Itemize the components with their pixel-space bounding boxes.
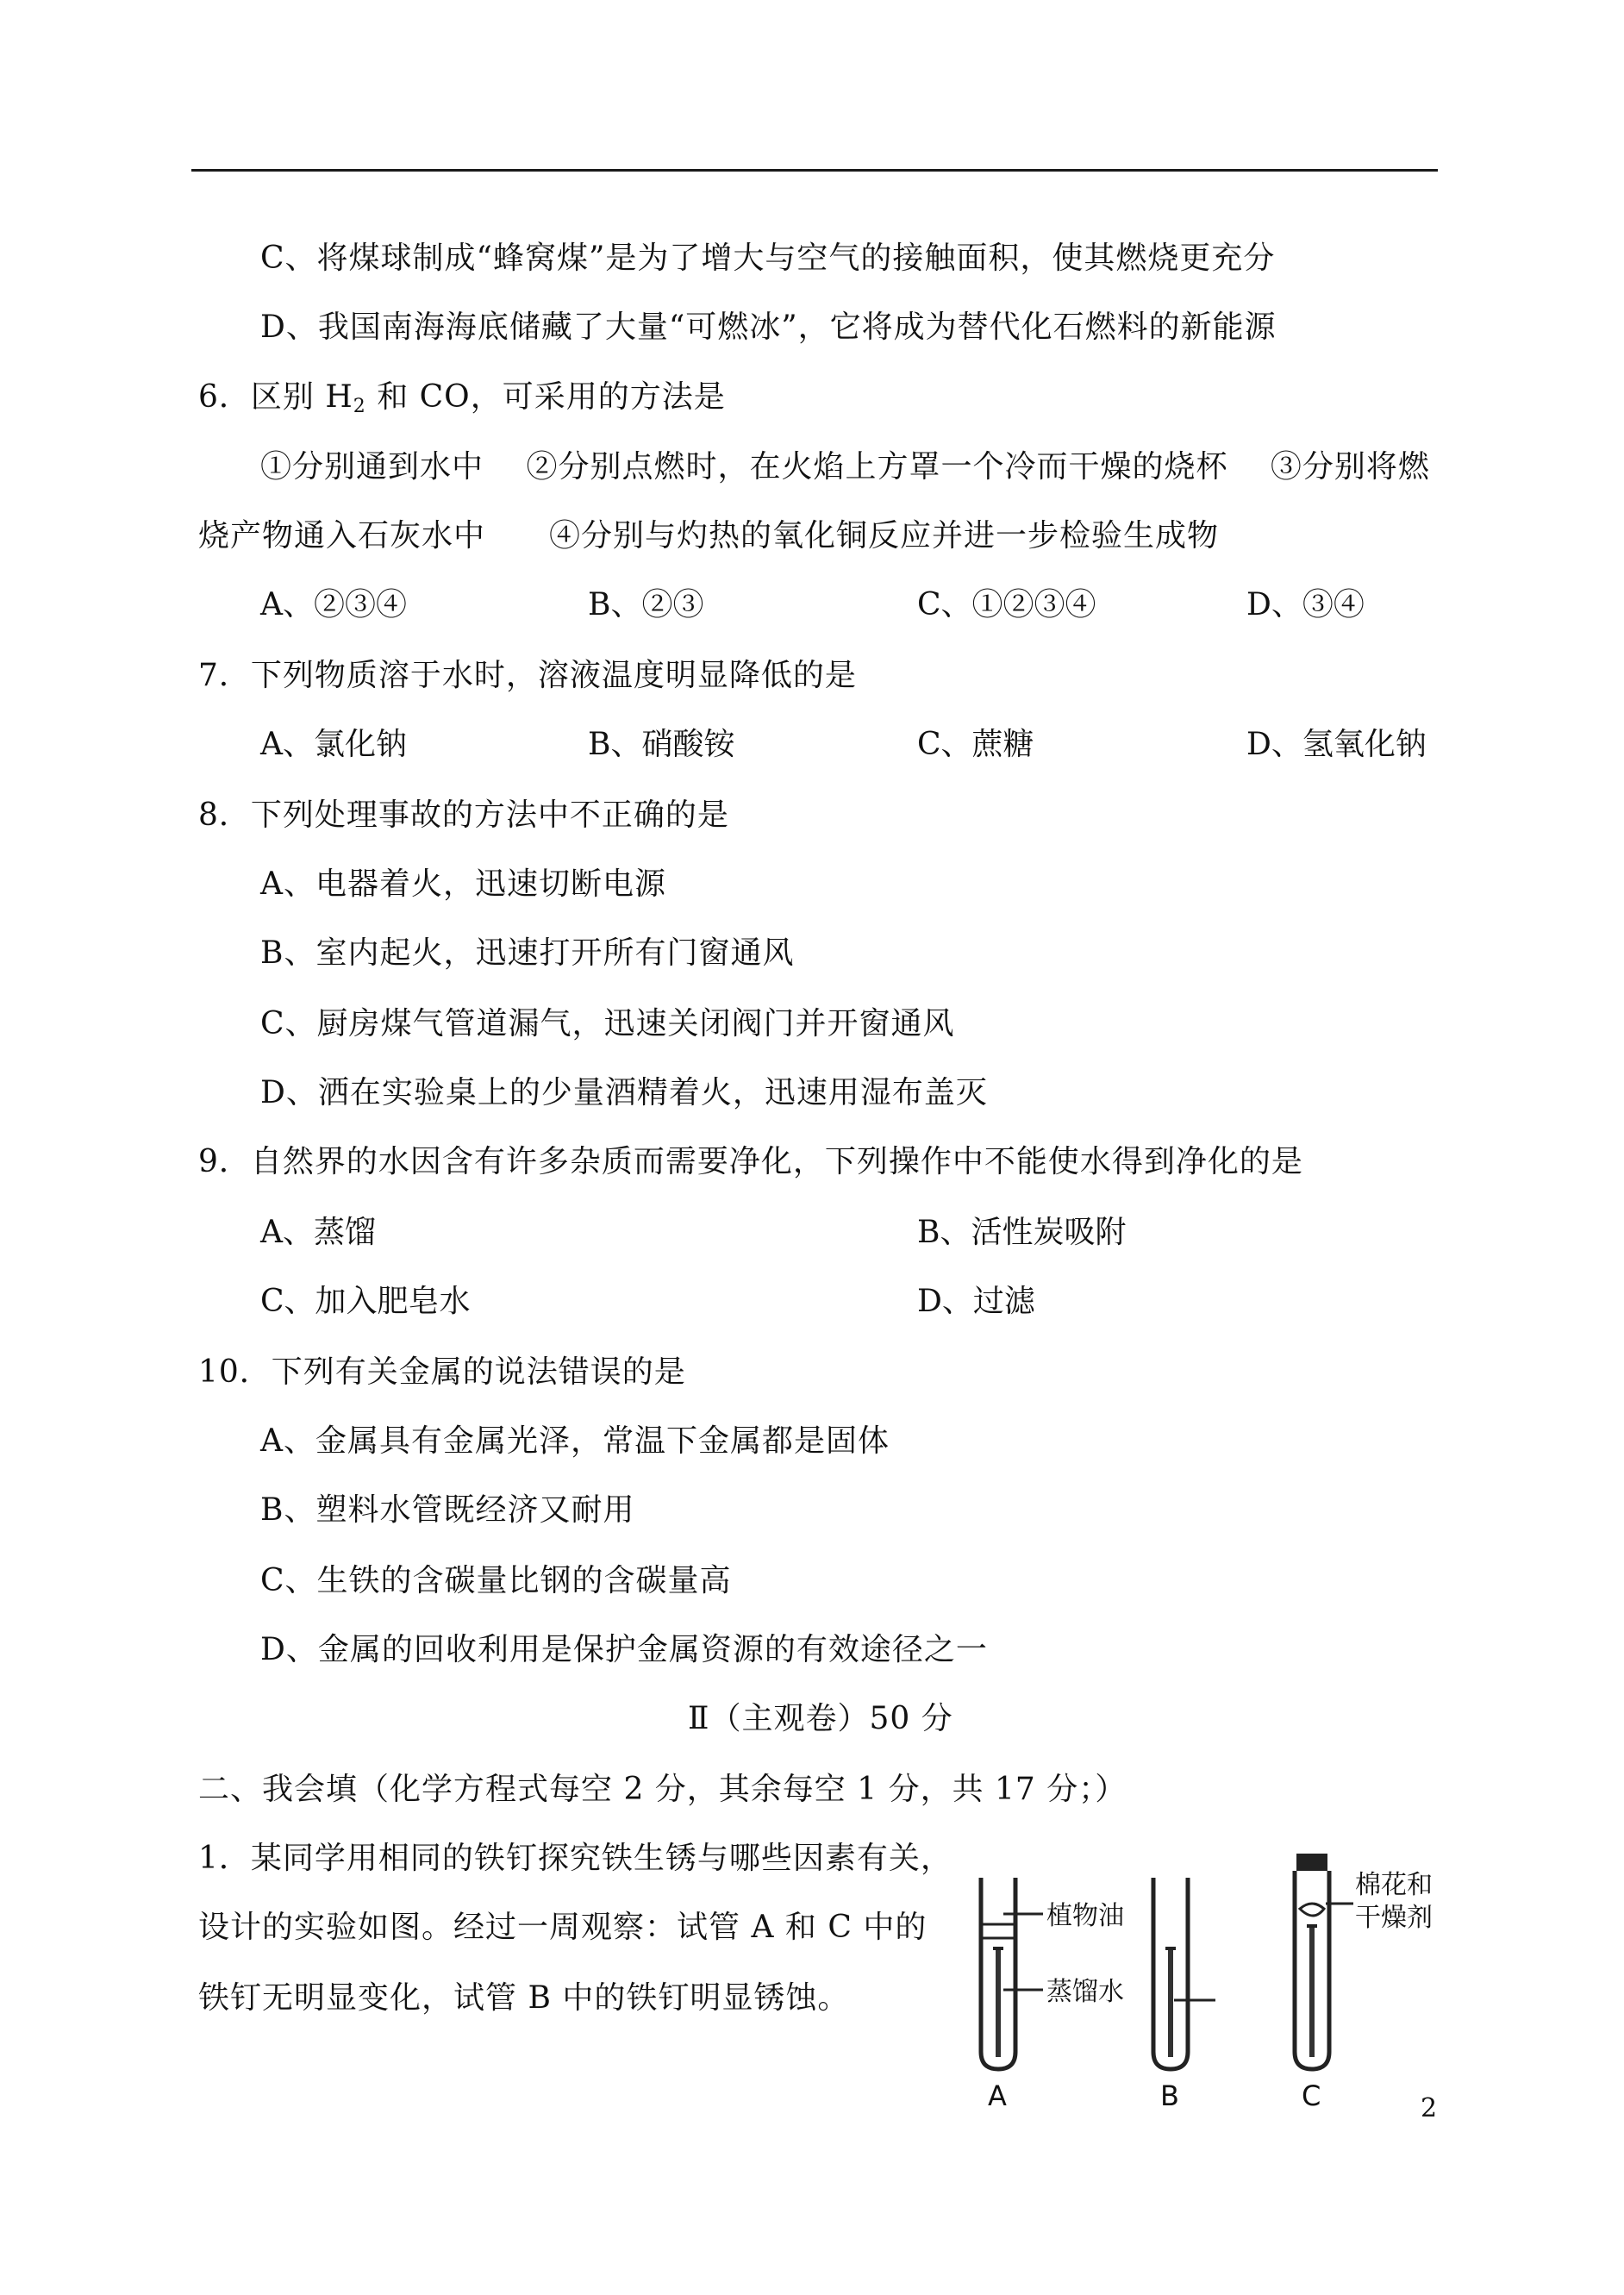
- q6-option-d: D、③④: [1246, 587, 1365, 622]
- test-tube-figure: [957, 1854, 1440, 2129]
- q6-stem-post: 和 CO，可采用的方法是: [365, 379, 726, 415]
- q9-option-d: D、过滤: [917, 1284, 1035, 1319]
- q6-option-a: A、②③④: [260, 587, 407, 622]
- tube-a: [981, 1878, 1043, 2069]
- q10-option-d: D、金属的回收利用是保护金属资源的有效途径之一: [260, 1632, 988, 1667]
- q6-option-b: B、②③: [588, 587, 704, 622]
- q6-stem-subscript: 2: [353, 396, 366, 417]
- tube-a-label: A: [988, 2079, 1007, 2112]
- label-cotton-line1: 棉花和: [1355, 1870, 1433, 1900]
- fill1-line3: 铁钉无明显变化，试管 B 中的铁钉明显锈蚀。: [198, 1980, 850, 2016]
- q7-option-c: C、蔗糖: [917, 727, 1034, 762]
- q7-stem: 7．下列物质溶于水时，溶液温度明显降低的是: [198, 658, 857, 693]
- q10-option-a: A、金属具有金属光泽，常温下金属都是固体: [260, 1423, 890, 1459]
- q10-option-c: C、生铁的含碳量比钢的含碳量高: [260, 1563, 732, 1598]
- q9-option-a: A、蒸馏: [260, 1215, 376, 1250]
- label-water: 蒸馏水: [1046, 1977, 1124, 2007]
- q10-option-b: B、塑料水管既经济又耐用: [260, 1492, 635, 1528]
- q8-option-c: C、厨房煤气管道漏气，迅速关闭阀门并开窗通风: [260, 1006, 955, 1041]
- label-cotton-line2: 干燥剂: [1355, 1903, 1433, 1933]
- q10-stem: 10．下列有关金属的说法错误的是: [198, 1354, 686, 1390]
- q6-option-c: C、①②③④: [917, 587, 1096, 622]
- q8-option-d: D、洒在实验桌上的少量酒精着火，迅速用湿布盖灭: [260, 1075, 988, 1110]
- q9-stem: 9．自然界的水因含有许多杂质而需要净化，下列操作中不能使水得到净化的是: [198, 1144, 1303, 1179]
- q7-option-a: A、氯化钠: [260, 727, 407, 762]
- tube-c-label: C: [1302, 2079, 1321, 2112]
- q5-option-d: D、我国南海海底储藏了大量“可燃冰”，它将成为替代化石燃料的新能源: [260, 310, 1277, 345]
- header-rule: [191, 169, 1438, 172]
- label-oil: 植物油: [1046, 1901, 1124, 1931]
- q7-option-d: D、氢氧化钠: [1246, 727, 1427, 762]
- q8-stem: 8．下列处理事故的方法中不正确的是: [198, 797, 729, 833]
- q6-methods-line1: ①分别通到水中 ②分别点燃时，在火焰上方罩一个冷而干燥的烧杯 ③分别将燃: [260, 449, 1430, 485]
- q9-option-b: B、活性炭吸附: [917, 1215, 1127, 1250]
- fill1-line2: 设计的实验如图。经过一周观察：试管 A 和 C 中的: [198, 1910, 928, 1945]
- q8-option-b: B、室内起火，迅速打开所有门窗通风: [260, 935, 795, 971]
- q5-option-c: C、将煤球制成“蜂窝煤”是为了增大与空气的接触面积，使其燃烧更充分: [260, 241, 1276, 276]
- q6-stem: [198, 378, 726, 416]
- q6-stem-pre: 6．区别 H: [198, 379, 353, 415]
- page-number: 2: [1421, 2093, 1438, 2123]
- q8-option-a: A、电器着火，迅速切断电源: [260, 866, 666, 902]
- section2-heading: 二、我会填（化学方程式每空 2 分，其余每空 1 分，共 17 分；）: [198, 1772, 1127, 1807]
- tube-c: [1295, 1854, 1353, 2069]
- q9-option-c: C、加入肥皂水: [260, 1284, 471, 1319]
- q7-option-b: B、硝酸铵: [588, 727, 735, 762]
- q6-methods-line2: 烧产物通入石灰水中 ④分别与灼热的氧化铜反应并进一步检验生成物: [198, 518, 1220, 553]
- part2-title: Ⅱ（主观卷）50 分: [688, 1701, 953, 1736]
- fill1-line1: 1．某同学用相同的铁钉探究铁生锈与哪些因素有关，: [198, 1841, 953, 1876]
- tube-b: [1153, 1878, 1215, 2069]
- tube-b-label: B: [1160, 2079, 1179, 2112]
